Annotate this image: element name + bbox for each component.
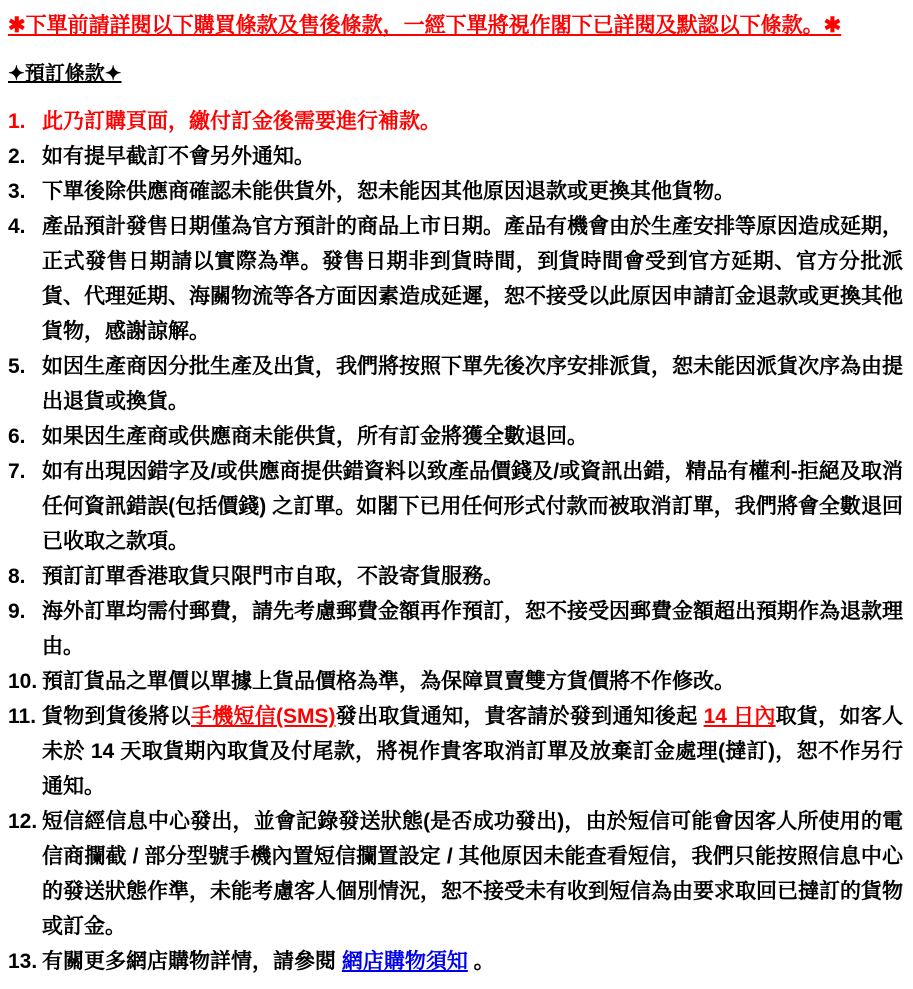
term-text: [42, 559, 903, 594]
term-item: [8, 944, 903, 979]
plain-text: 如果因生產商或供應商未能供貨，所有訂金將獲全數退回。: [42, 425, 588, 448]
plain-text: 發出取貨通知，貴客請於發到通知後起: [335, 705, 704, 728]
term-item: [8, 349, 903, 419]
term-number: 1.: [8, 110, 26, 133]
term-number: 6.: [8, 425, 26, 448]
term-number: 2.: [8, 145, 26, 168]
term-item: [8, 139, 903, 174]
term-number: 3.: [8, 180, 26, 203]
section-title-preorder-terms: ✦預訂條款✦: [8, 63, 122, 85]
term-number: 12.: [8, 810, 38, 833]
term-item: [8, 174, 903, 209]
highlighted-text: 14 日內: [703, 705, 776, 728]
term-number: 4.: [8, 215, 26, 238]
store-shopping-guide-link[interactable]: 網店購物須知: [341, 950, 468, 973]
term-item: [8, 454, 903, 559]
plain-text: 取貨，如客人未於 14 天取貨期內取貨及付尾款，將視作貴客取消訂單及放棄訂金處理(撻訂)，恕不作另行通知。: [42, 705, 904, 798]
term-text: [42, 174, 903, 209]
term-text: [42, 944, 903, 979]
plain-text: 如有出現因錯字及/或供應商提供錯資料以致產品價錢及/或資訊出錯，精品有權利-拒絕及取消任何資訊錯誤(包括價錢) 之訂單。如閣下已用任何形式付款而被取消訂單，我們將會全數退回已收取之款項。: [42, 460, 903, 553]
plain-text: 貨物到貨後將以: [42, 705, 191, 728]
term-item: [8, 419, 903, 454]
plain-text: 下單後除供應商確認未能供貨外，恕未能因其他原因退款或更換其他貨物。: [42, 180, 735, 203]
term-number: 13.: [8, 950, 38, 973]
term-item: [8, 699, 903, 804]
plain-text: 此乃訂購頁面，繳付訂金後需要進行補款。: [42, 110, 441, 133]
plain-text: 如有提早截訂不會另外通知。: [42, 145, 315, 168]
term-text: [42, 594, 903, 664]
term-item: [8, 594, 903, 664]
plain-text: 有關更多網店購物詳情，請參閱: [42, 950, 342, 973]
plain-text: 短信經信息中心發出，並會記錄發送狀態(是否成功發出)，由於短信可能會因客人所使用的電信商攔截 / 部分型號手機內置短信攔置設定 / 其他原因未能查看短信，我們只能按照信息中心的發送狀態作準，未能考慮客人個別情況，恕不接受未有收到短信為由要求取回已撻訂的貨物或訂金。: [42, 810, 903, 938]
term-text: [42, 139, 903, 174]
highlighted-text: 手機短信(SMS): [190, 705, 336, 728]
plain-text: 預訂貨品之單價以單據上貨品價格為準，為保障買賣雙方貨價將不作修改。: [42, 670, 735, 693]
plain-text: 產品預計發售日期僅為官方預計的商品上市日期。產品有機會由於生產安排等原因造成延期，正式發售日期請以實際為準。發售日期非到貨時間，到貨時間會受到官方延期、官方分批派貨、代理延期、海關物流等各方面因素造成延遲，恕不接受以此原因申請訂金退款或更換其他貨物，感謝諒解。: [42, 215, 903, 343]
term-text: [42, 349, 903, 419]
plain-text: 。: [467, 950, 495, 973]
term-item: [8, 104, 903, 139]
term-number: 5.: [8, 355, 26, 378]
term-number: 10.: [8, 670, 38, 693]
term-item: [8, 209, 903, 349]
term-text: [42, 699, 903, 804]
term-item: [8, 804, 903, 944]
purchase-notice: ✱下單前請詳閱以下購買條款及售後條款，一經下單將視作閣下已詳閱及默認以下條款。✱: [8, 14, 842, 37]
plain-text: 如因生產商因分批生產及出貨，我們將按照下單先後次序安排派貨，恕未能因派貨次序為由提出退貨或換貨。: [42, 355, 903, 413]
term-item: [8, 664, 903, 699]
term-item: [8, 559, 903, 594]
term-number: 11.: [8, 705, 37, 728]
term-text: [42, 804, 903, 944]
term-text: [42, 664, 903, 699]
term-number: 8.: [8, 565, 26, 588]
term-text: [42, 209, 903, 349]
plain-text: 海外訂單均需付郵費，請先考慮郵費金額再作預訂，恕不接受因郵費金額超出預期作為退款理由。: [42, 600, 903, 658]
term-text: [42, 419, 903, 454]
plain-text: 預訂訂單香港取貨只限門市自取，不設寄貨服務。: [42, 565, 504, 588]
term-number: 7.: [8, 460, 26, 483]
term-text: [42, 104, 903, 139]
term-text: [42, 454, 903, 559]
term-number: 9.: [8, 600, 26, 623]
terms-list: [8, 104, 903, 979]
